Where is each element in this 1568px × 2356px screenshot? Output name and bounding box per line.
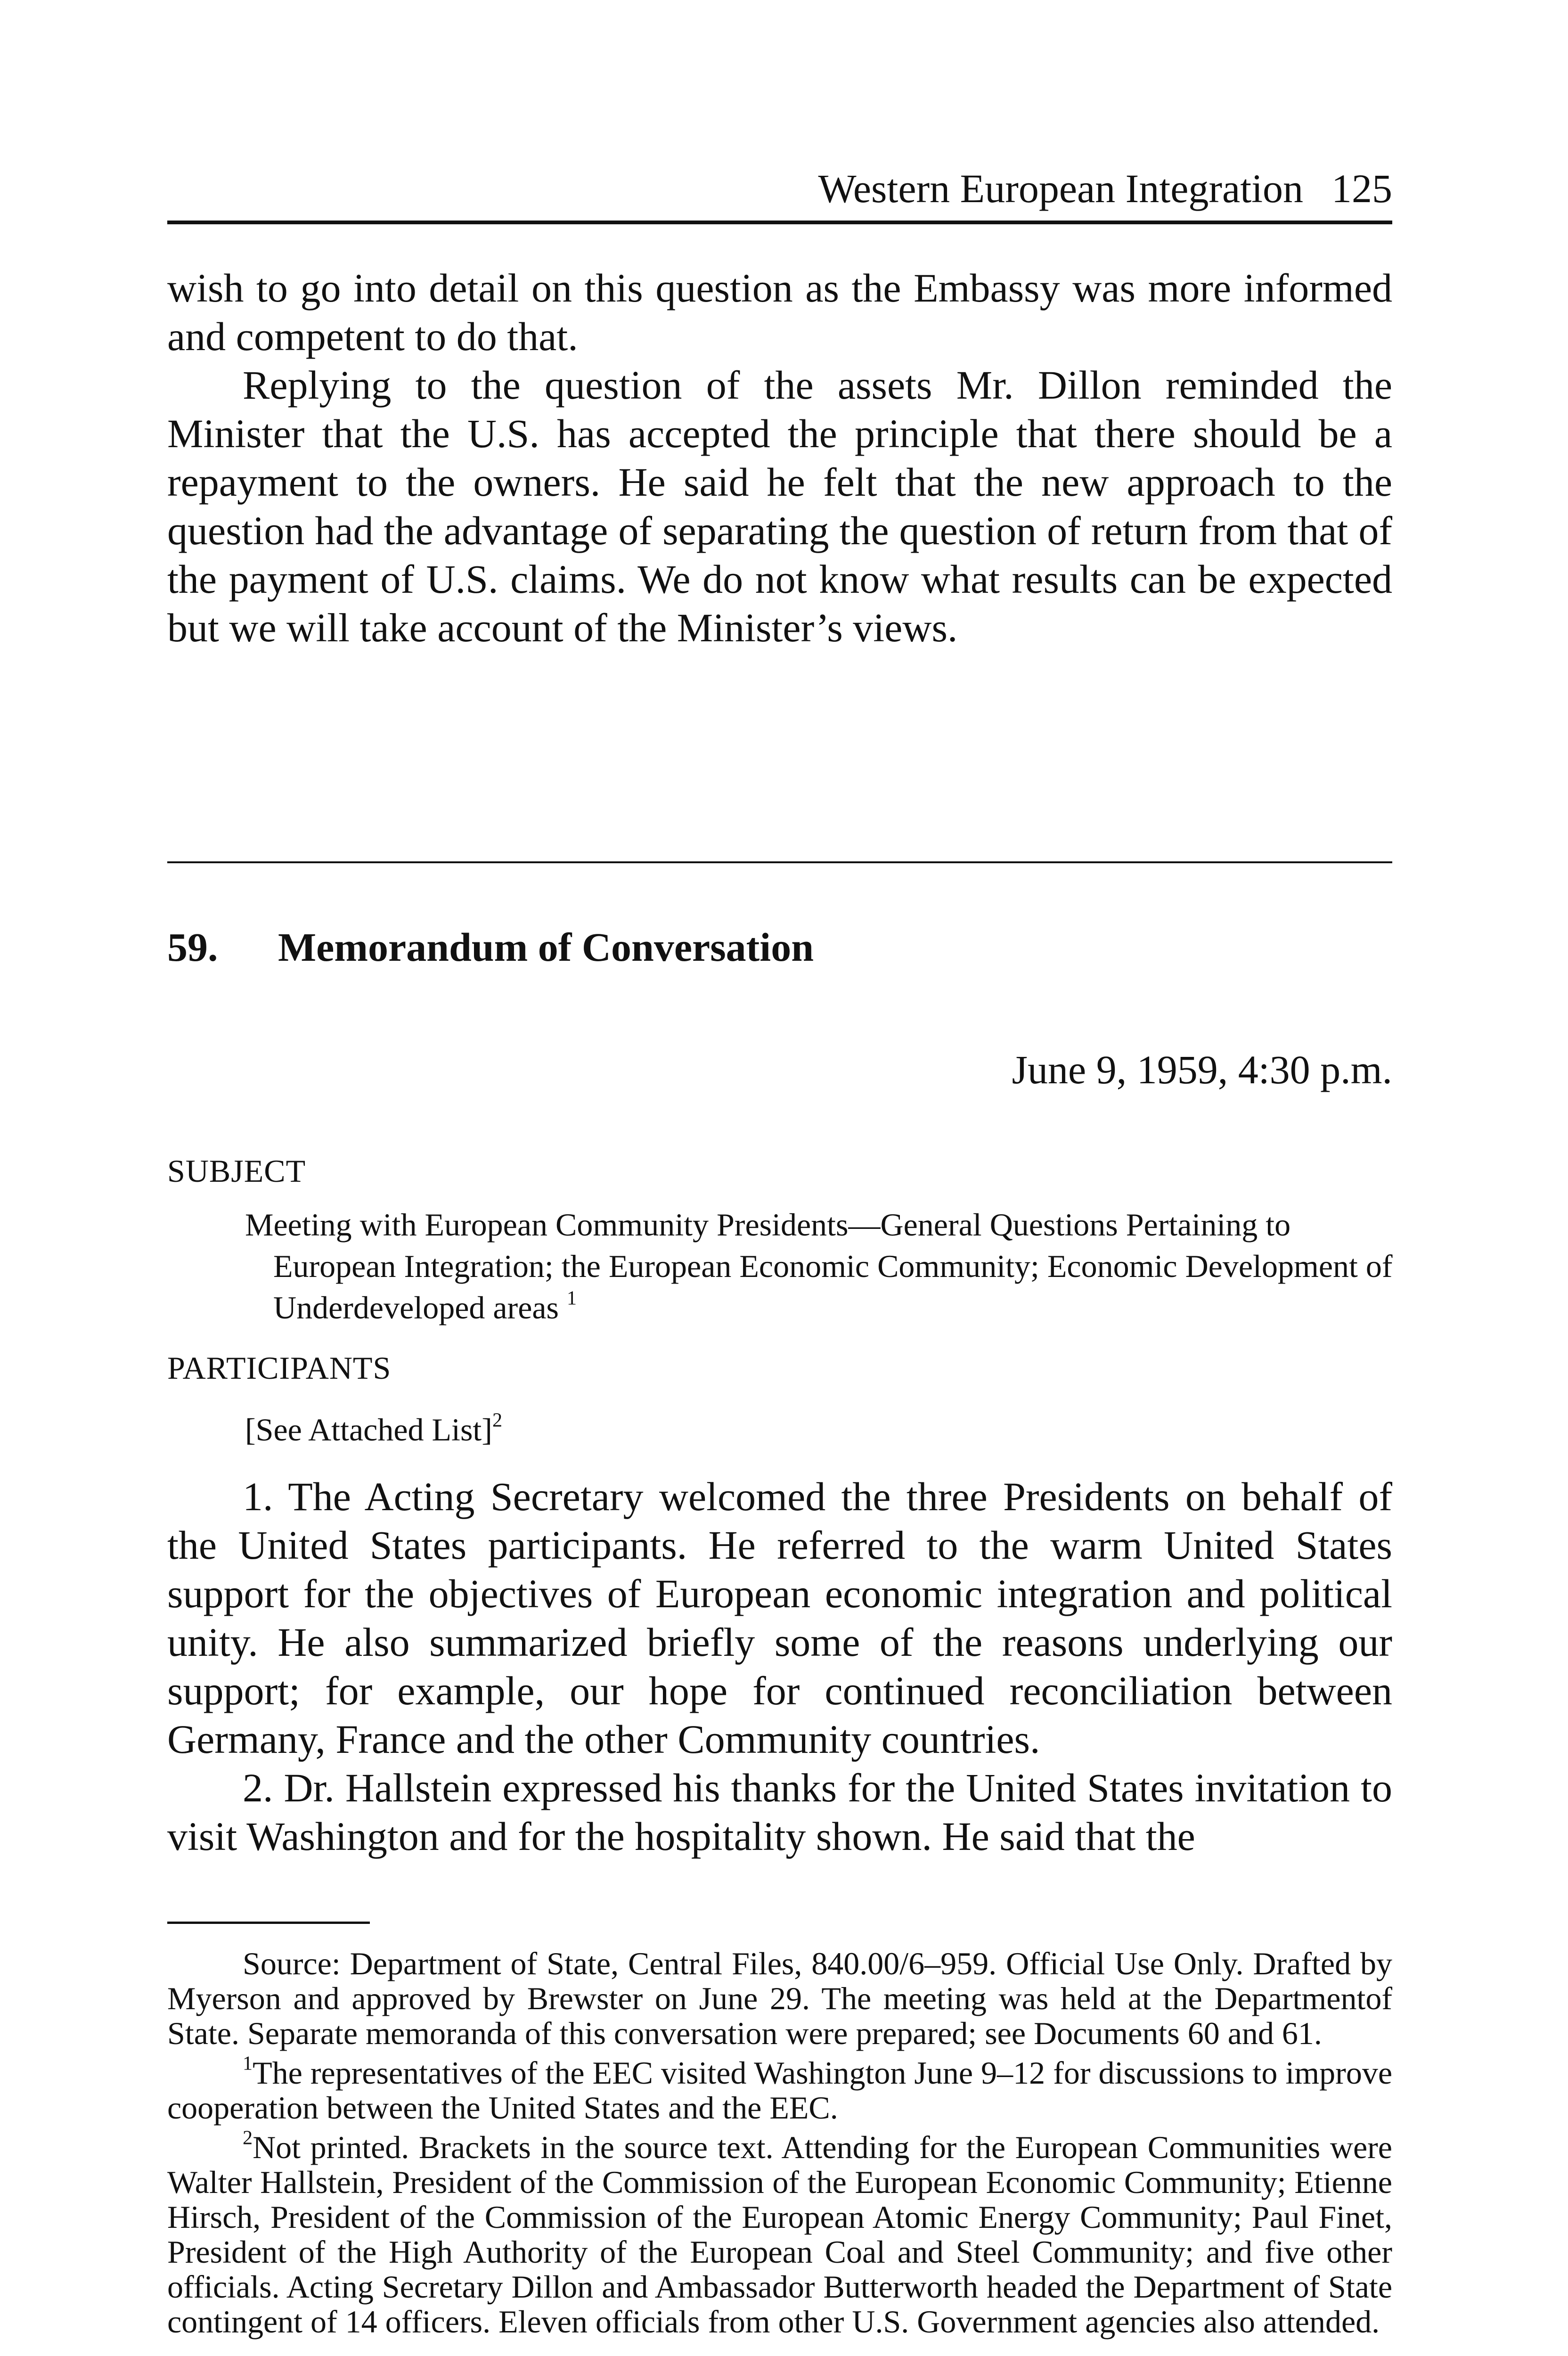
running-head-title: Western European Integration xyxy=(818,166,1303,211)
source-note: Source: Department of State, Central Files, 840.00/6–959. Official Use Only. Drafted by Myerson and approved by Brewster on June 29. The meeting was held at the Departmentof State. Separate memoranda of this conversation were prepared; see Documents 60 and 61. xyxy=(167,1946,1392,2051)
footnote-1-text: The representatives of the EEC visited Washington June 9–12 for discussions to improve cooperation between the United States and the EEC. xyxy=(167,2055,1392,2126)
footnotes xyxy=(167,1946,1392,2339)
section-divider xyxy=(167,861,1392,863)
document-heading xyxy=(167,921,814,973)
header-rule xyxy=(167,221,1392,224)
subject-label: SUBJECT xyxy=(167,1153,306,1189)
running-head xyxy=(167,163,1392,214)
subject-body: Meeting with European Community Presidents—General Questions Pertaining to European Integration; the European Economic Community; Economic Development of Underdeveloped areas xyxy=(245,1207,1393,1325)
continuation-text xyxy=(167,264,1392,652)
memo-paragraph-1: 1. The Acting Secretary welcomed the three Presidents on behalf of the United States participants. He referred to the warm United States support for the objectives of European economic integration and political unity. He also summarized briefly some of the reasons underlying our support; for example, our hope for continued reconciliation between Germany, France and the other Community countries. xyxy=(167,1474,1392,1762)
footnote-rule xyxy=(167,1922,370,1924)
participants-label: PARTICIPANTS xyxy=(167,1350,392,1386)
footnote-2-marker: 2 xyxy=(243,2127,253,2149)
participants-text xyxy=(245,1409,502,1450)
memo-paragraph-2: 2. Dr. Hallstein expressed his thanks for the United States invitation to visit Washington and for the hospitality shown. He said that the xyxy=(167,1765,1392,1859)
document-number: 59. xyxy=(167,924,218,970)
memo-body xyxy=(167,1472,1392,1861)
subject-text xyxy=(245,1204,1404,1328)
participants-body: [See Attached List] xyxy=(245,1412,492,1448)
footnote-ref-1: 1 xyxy=(567,1287,577,1309)
footnote-2 xyxy=(167,2127,1392,2340)
document-title: Memorandum of Conversation xyxy=(278,924,814,970)
footnote-1 xyxy=(167,2052,1392,2126)
page-number: 125 xyxy=(1331,166,1392,211)
footnote-2-text: Not printed. Brackets in the source text. Attending for the European Communities were Walter Hallstein, President of the Commission of the European Economic Community; Etienne Hirsch, President of the Commission of the European Atomic Energy Community; Paul Finet, President of the High Authority of the European Coal and Steel Community; and five other officials. Acting Secretary Dillon and Ambassador Butterworth headed the Department of State contingent of 14 officers. Eleven officials from other U.S. Government agencies also attended. xyxy=(167,2129,1392,2340)
continuation-paragraph: wish to go into detail on this question as the Embassy was more informed and competent to do that. xyxy=(167,265,1392,359)
continuation-paragraph: Replying to the question of the assets Mr. Dillon reminded the Minister that the U.S. has accepted the principle that there should be a repayment to the owners. He said he felt that the new approach to the question had the advantage of separating the question of return from that of the payment of U.S. claims. We do not know what results can be expected but we will take account of the Minister’s views. xyxy=(167,362,1392,650)
document-date: June 9, 1959, 4:30 p.m. xyxy=(1012,1047,1392,1092)
footnote-1-marker: 1 xyxy=(243,2052,253,2075)
footnote-ref-2: 2 xyxy=(492,1409,503,1432)
